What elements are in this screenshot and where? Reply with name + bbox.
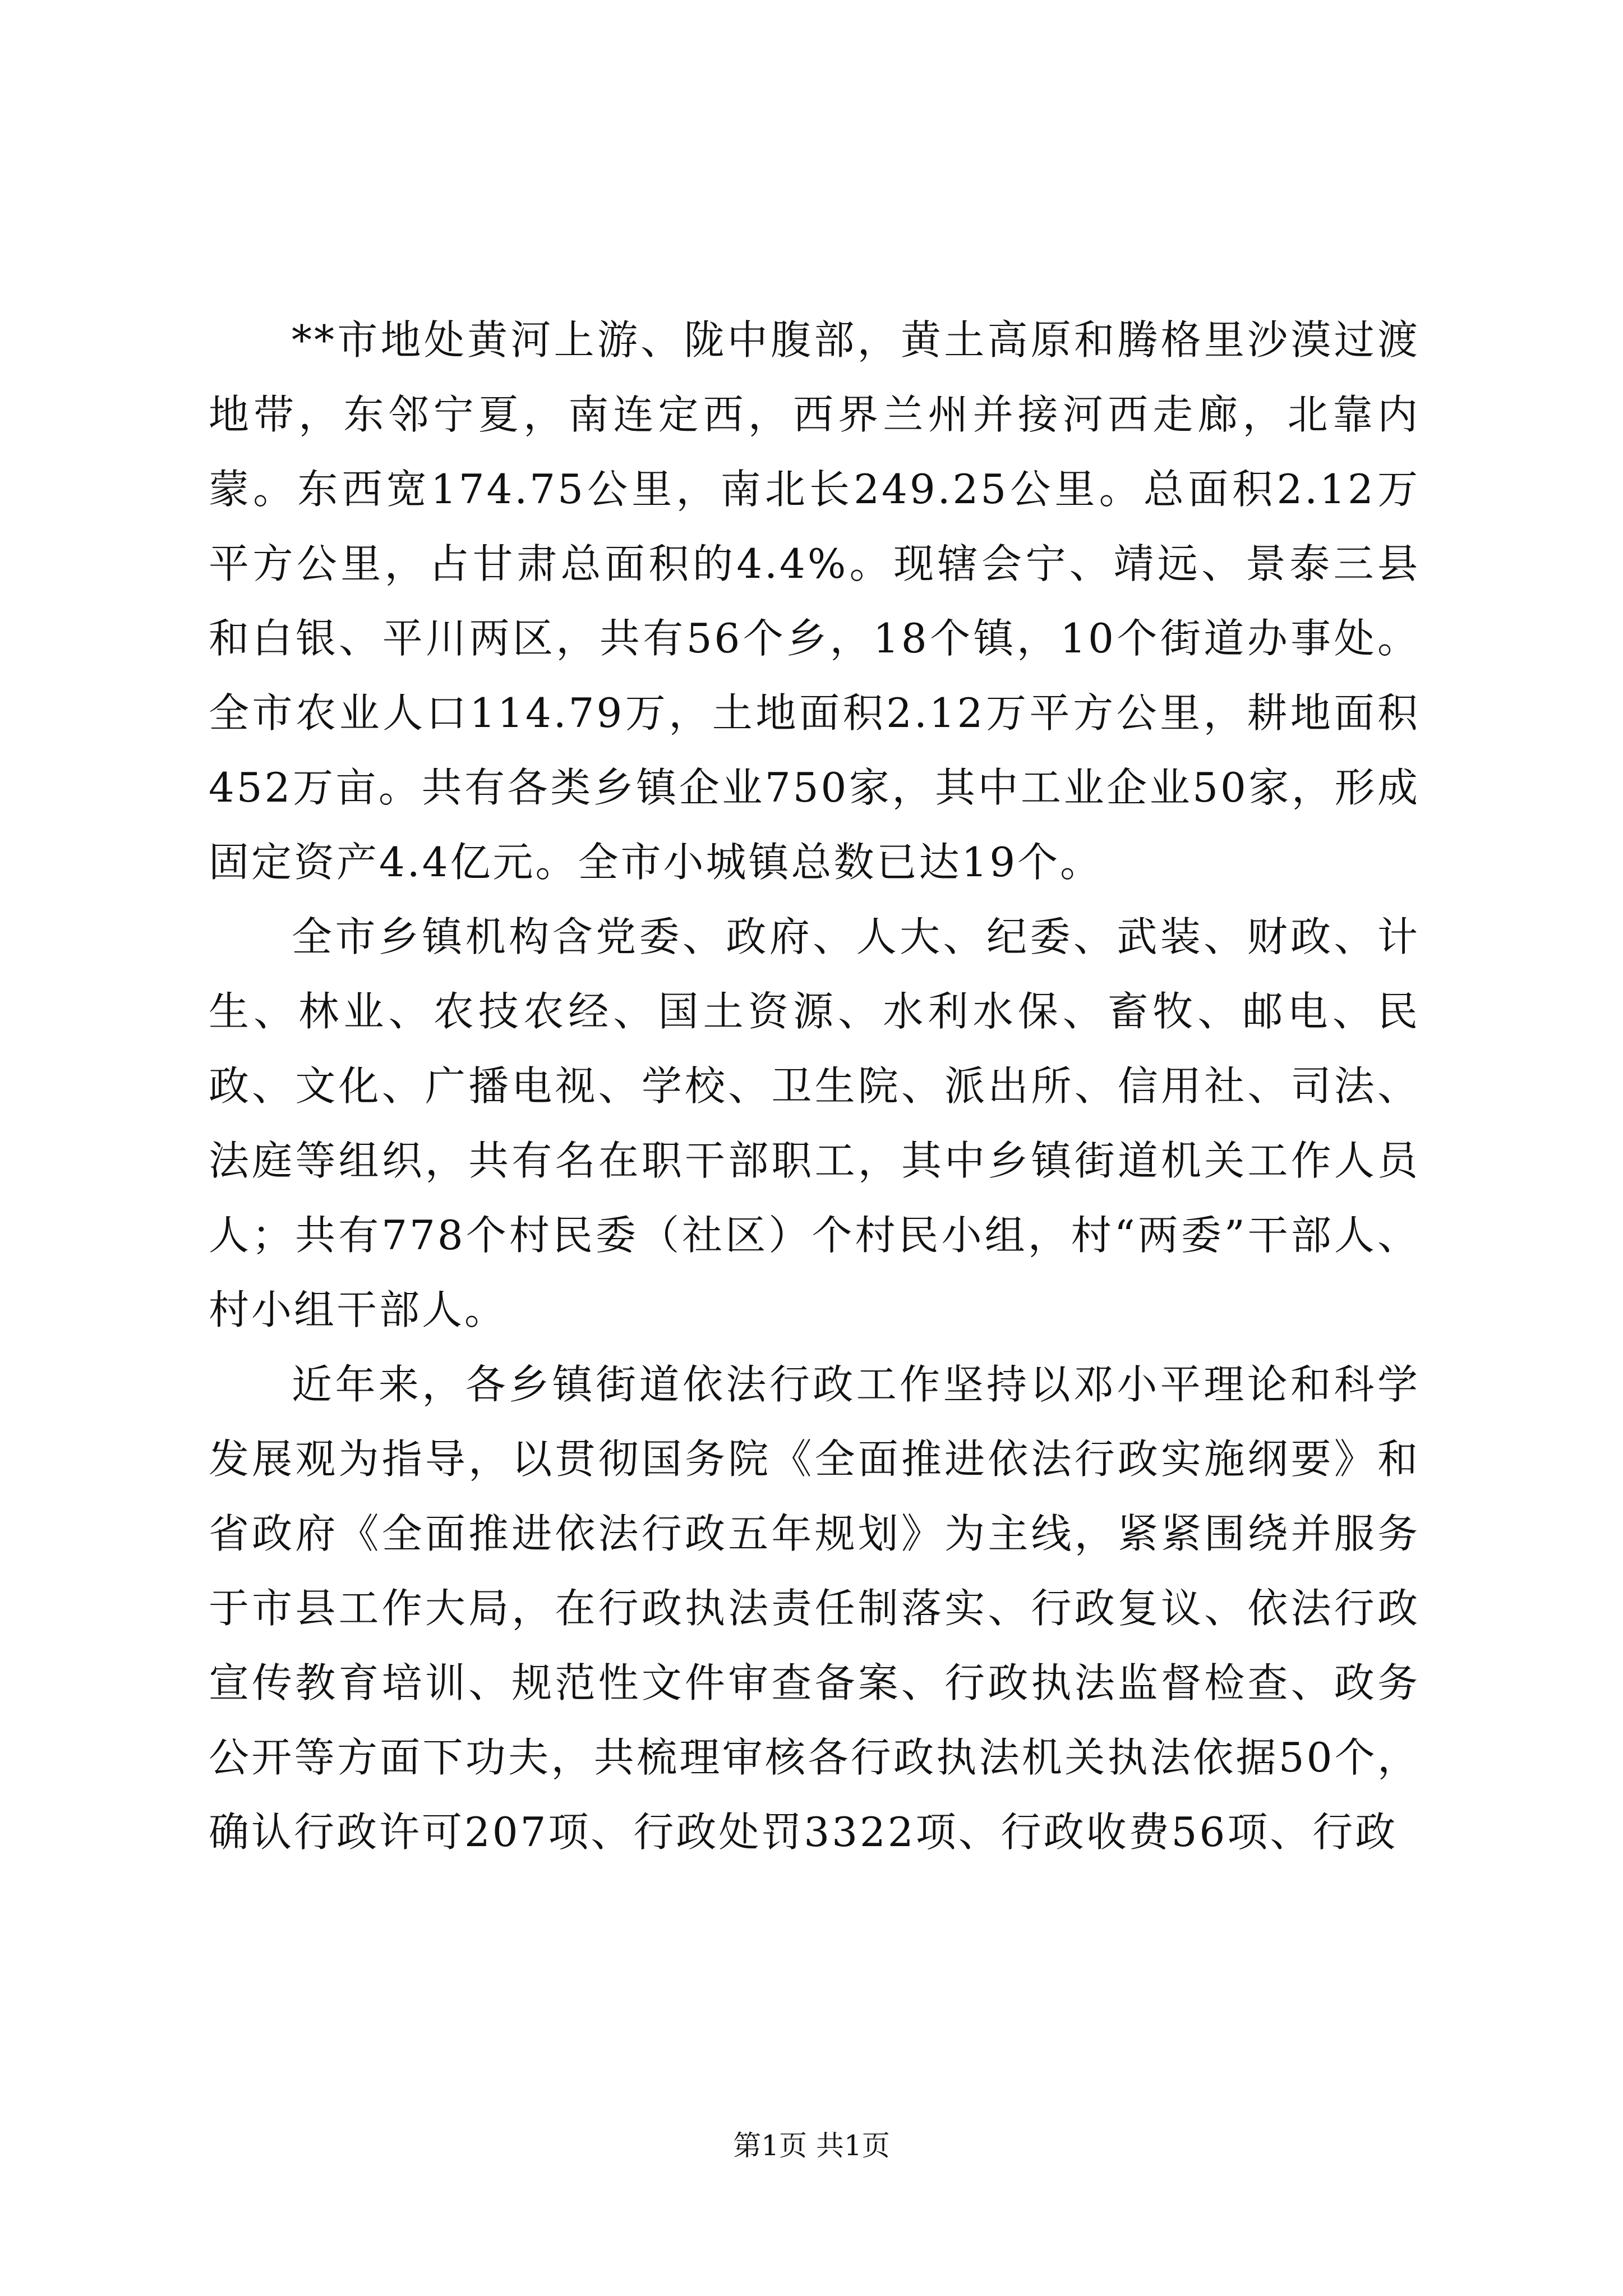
document-body [209, 303, 1420, 1870]
page-footer: 第1页 共1页 [733, 2129, 890, 2162]
paragraph-2: 全市乡镇机构含党委、政府、人大、纪委、武装、财政、计生、林业、农技农经、国土资源、水利水保、畜牧、邮电、民政、文化、广播电视、学校、卫生院、派出所、信用社、司法、法庭等组织，共有名在职干部职工，其中乡镇街道机关工作人员人；共有778个村民委（社区）个村民小组，村“两委”干部人、村小组干部人。 [209, 913, 1420, 1333]
paragraph-3: 近年来，各乡镇街道依法行政工作坚持以邓小平理论和科学发展观为指导，以贯彻国务院《全面推进依法行政实施纲要》和省政府《全面推进依法行政五年规划》为主线，紧紧围绕并服务于市县工作大局，在行政执法责任制落实、行政复议、依法行政宣传教育培训、规范性文件审查备案、行政执法监督检查、政务公开等方面下功夫，共梳理审核各行政执法机关执法依据50个，确认行政许可207项、行政处罚3322项、行政收费56项、行政 [209, 1361, 1420, 1856]
paragraph-1: **市地处黄河上游、陇中腹部，黄土高原和腾格里沙漠过渡地带，东邻宁夏，南连定西，西界兰州并接河西走廊，北靠内蒙。东西宽174.75公里，南北长249.25公里。总面积2.12万平方公里，占甘肃总面积的4.4%。现辖会宁、靖远、景泰三县和白银、平川两区，共有56个乡，18个镇，10个街道办事处。全市农业人口114.79万，土地面积2.12万平方公里，耕地面积452万亩。共有各类乡镇企业750家，其中工业企业50家，形成固定资产4.4亿元。全市小城镇总数已达19个。 [209, 316, 1420, 886]
